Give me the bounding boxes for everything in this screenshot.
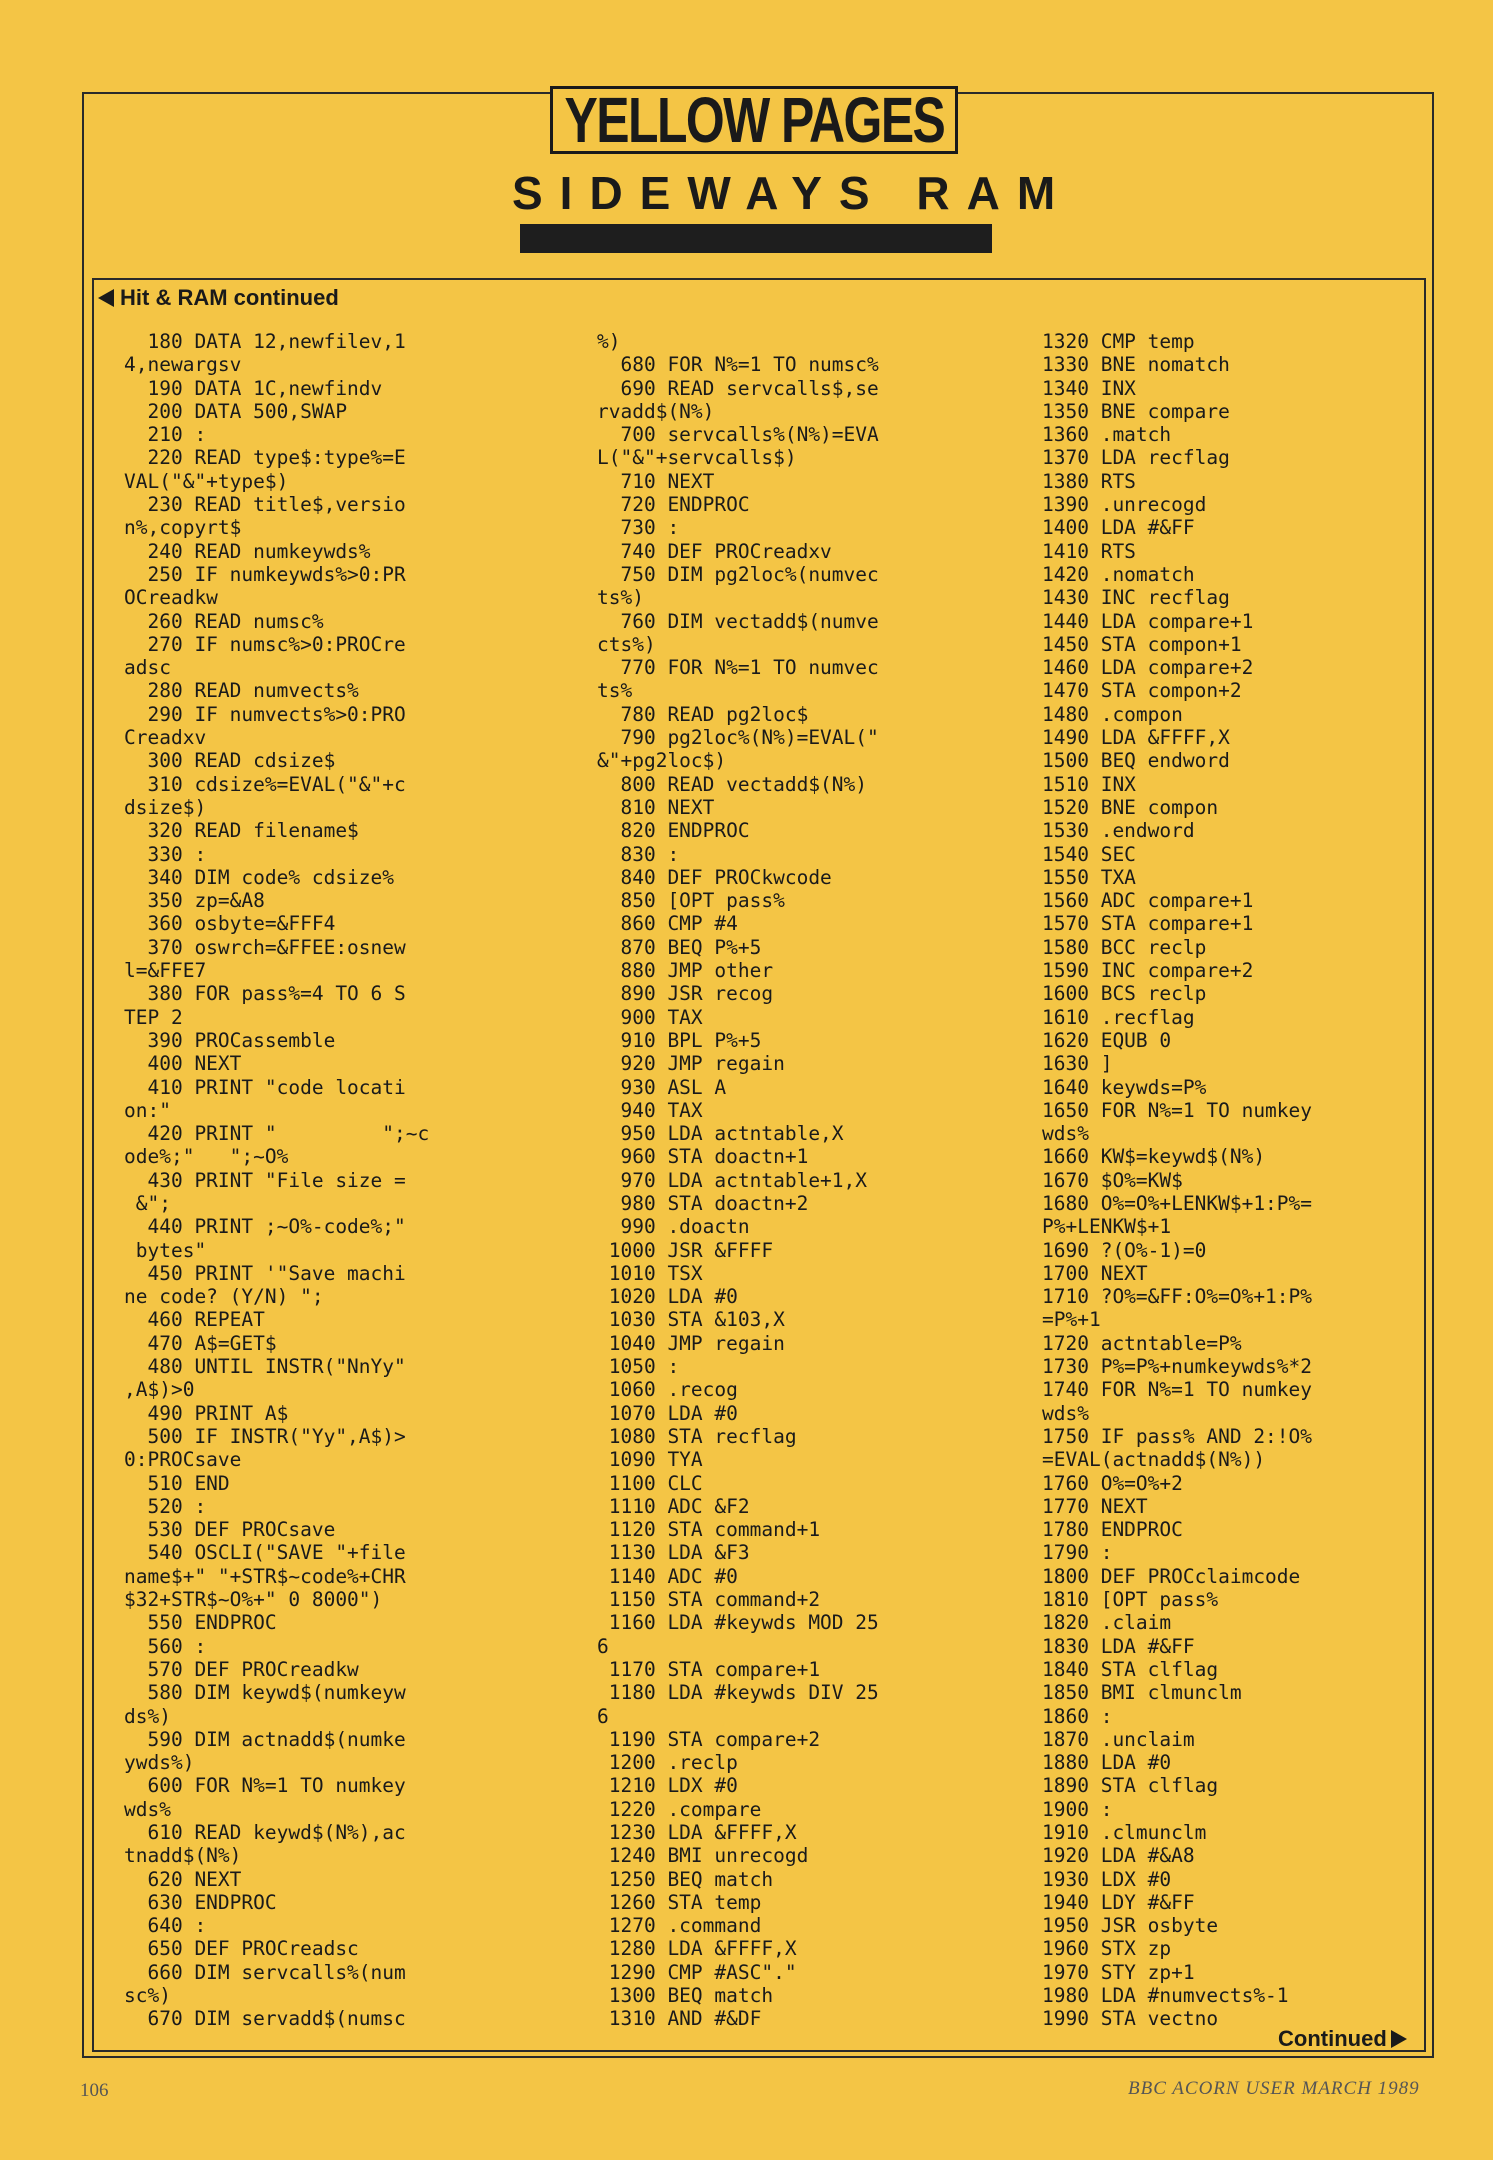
code-line: 1710 ?O%=&FF:O%=O%+1:P% xyxy=(1042,1285,1313,1309)
code-line: P%+LENKW$+1 xyxy=(1042,1215,1172,1239)
code-line: 1930 LDX #0 xyxy=(1042,1867,1172,1891)
code-line: 1090 TYA xyxy=(597,1448,703,1472)
code-line: 890 JSR recog xyxy=(597,982,774,1006)
code-line: 910 BPL P%+5 xyxy=(597,1028,762,1052)
code-line: 1520 BNE compon xyxy=(1042,795,1219,819)
code-line: %) xyxy=(597,330,621,353)
code-line: 950 LDA actntable,X xyxy=(597,1122,844,1146)
code-line: 1210 LDX #0 xyxy=(597,1774,738,1798)
code-line: 700 servcalls%(N%)=EVA xyxy=(597,423,879,447)
section-title: SIDEWAYS RAM xyxy=(512,167,1073,219)
code-line: 900 TAX xyxy=(597,1005,703,1029)
code-line: 530 DEF PROCsave xyxy=(124,1518,336,1542)
code-line: 1320 CMP temp xyxy=(1042,330,1195,353)
code-line: 740 DEF PROCreadxv xyxy=(597,539,832,563)
code-line: 1230 LDA &FFFF,X xyxy=(597,1821,797,1844)
code-line: 1700 NEXT xyxy=(1042,1261,1148,1285)
code-line: 460 REPEAT xyxy=(124,1308,265,1332)
code-line: 1720 actntable=P% xyxy=(1042,1331,1242,1355)
code-line: 1970 STY zp+1 xyxy=(1042,1960,1195,1984)
code-line: 1950 JSR osbyte xyxy=(1042,1914,1219,1938)
code-line: 810 NEXT xyxy=(597,795,715,819)
code-line: 1880 LDA #0 xyxy=(1042,1751,1172,1775)
code-line: 200 DATA 500,SWAP xyxy=(124,399,348,423)
listing-column-1 xyxy=(124,330,429,2031)
code-line: 770 FOR N%=1 TO numvec xyxy=(597,656,879,680)
code-line: 630 ENDPROC xyxy=(124,1890,277,1914)
code-line: OCreadkw xyxy=(124,586,218,610)
code-line: 1080 STA recflag xyxy=(597,1424,797,1448)
code-line: 240 READ numkeywds% xyxy=(124,539,371,563)
code-line: 340 DIM code% cdsize% xyxy=(124,865,395,889)
code-line: 1560 ADC compare+1 xyxy=(1042,889,1254,913)
code-line: name$+" "+STR$~code%+CHR xyxy=(124,1564,406,1588)
code-line: 870 BEQ P%+5 xyxy=(597,935,762,959)
code-line: 1330 BNE nomatch xyxy=(1042,353,1230,377)
code-line: bytes" xyxy=(124,1238,207,1262)
code-line: 1310 AND #&DF xyxy=(597,2007,762,2031)
code-line: 1070 LDA #0 xyxy=(597,1401,738,1425)
code-line: 650 DEF PROCreadsc xyxy=(124,1937,359,1961)
code-line: 1180 LDA #keywds DIV 25 xyxy=(597,1681,879,1705)
code-line: 1350 BNE compare xyxy=(1042,399,1230,423)
code-line: 0:PROCsave xyxy=(124,1448,242,1472)
code-line: 1590 INC compare+2 xyxy=(1042,959,1254,983)
code-line: 6 xyxy=(597,1704,609,1728)
code-line: 490 PRINT A$ xyxy=(124,1401,289,1425)
code-line: 1750 IF pass% AND 2:!O% xyxy=(1042,1424,1313,1448)
masthead-box xyxy=(550,86,958,154)
code-line: 710 NEXT xyxy=(597,469,715,493)
right-arrow-icon xyxy=(1391,2030,1407,2048)
code-line: 480 UNTIL INSTR("NnYy" xyxy=(124,1355,406,1379)
code-line: 1110 ADC &F2 xyxy=(597,1494,750,1518)
code-line: cts%) xyxy=(597,632,656,656)
code-line: tnadd$(N%) xyxy=(124,1844,242,1868)
code-line: 1360 .match xyxy=(1042,423,1172,447)
code-line: 940 TAX xyxy=(597,1098,703,1122)
code-line: 1910 .clmunclm xyxy=(1042,1821,1207,1844)
code-line: 1690 ?(O%-1)=0 xyxy=(1042,1238,1207,1262)
code-line: 1780 ENDPROC xyxy=(1042,1518,1183,1542)
code-line: 550 ENDPROC xyxy=(124,1611,277,1635)
code-line: 1270 .command xyxy=(597,1914,762,1938)
code-line: 1830 LDA #&FF xyxy=(1042,1634,1195,1658)
masthead-title: YELLOW PAGES xyxy=(564,84,944,156)
code-line: sc%) xyxy=(124,1984,171,2008)
code-line: 960 STA doactn+1 xyxy=(597,1145,809,1169)
code-line: 590 DIM actnadd$(numke xyxy=(124,1727,406,1751)
code-line: 570 DEF PROCreadkw xyxy=(124,1657,359,1681)
code-line: 1140 ADC #0 xyxy=(597,1564,738,1588)
code-line: 610 READ keywd$(N%),ac xyxy=(124,1821,406,1844)
code-line: 970 LDA actntable+1,X xyxy=(597,1168,868,1192)
code-line: 880 JMP other xyxy=(597,959,774,983)
code-line: 920 JMP regain xyxy=(597,1052,785,1076)
code-line: 1340 INX xyxy=(1042,376,1136,400)
code-line: 1810 [OPT pass% xyxy=(1042,1588,1219,1612)
code-line: 600 FOR N%=1 TO numkey xyxy=(124,1774,406,1798)
publication-credit xyxy=(1128,2078,1420,2100)
code-line: 280 READ numvects% xyxy=(124,679,359,703)
code-line: 1060 .recog xyxy=(597,1378,738,1402)
code-line: ode%;" ";~O% xyxy=(124,1145,289,1169)
code-line: 1370 LDA recflag xyxy=(1042,446,1230,470)
code-line: 190 DATA 1C,newfindv xyxy=(124,376,383,400)
code-line: 1790 : xyxy=(1042,1541,1113,1565)
code-line: 1850 BMI clmunclm xyxy=(1042,1681,1242,1705)
code-line: 440 PRINT ;~O%-code%;" xyxy=(124,1215,406,1239)
code-line: 990 .doactn xyxy=(597,1215,750,1239)
code-line: 800 READ vectadd$(N%) xyxy=(597,772,868,796)
code-line: 6 xyxy=(597,1634,609,1658)
code-line: 1490 LDA &FFFF,X xyxy=(1042,726,1230,750)
code-line: 1610 .recflag xyxy=(1042,1005,1195,1029)
code-line: 300 READ cdsize$ xyxy=(124,749,336,773)
code-line: wds% xyxy=(1042,1122,1089,1146)
code-line: 1430 INC recflag xyxy=(1042,586,1230,610)
code-line: 1730 P%=P%+numkeywds%*2 xyxy=(1042,1355,1313,1379)
code-line: 1280 LDA &FFFF,X xyxy=(597,1937,797,1961)
code-line: 1620 EQUB 0 xyxy=(1042,1028,1172,1052)
code-line: 1130 LDA &F3 xyxy=(597,1541,750,1565)
code-line: 380 FOR pass%=4 TO 6 S xyxy=(124,982,406,1006)
code-line: 1100 CLC xyxy=(597,1471,703,1495)
code-line: 860 CMP #4 xyxy=(597,912,738,936)
code-line: 730 : xyxy=(597,516,680,540)
listing-column-2 xyxy=(597,330,879,2031)
code-line: 390 PROCassemble xyxy=(124,1028,336,1052)
code-line: 620 NEXT xyxy=(124,1867,242,1891)
code-line: 370 oswrch=&FFEE:osnew xyxy=(124,935,406,959)
code-line: 1980 LDA #numvects%-1 xyxy=(1042,1984,1289,2008)
code-line: 780 READ pg2loc$ xyxy=(597,702,809,726)
code-line: 1260 STA temp xyxy=(597,1890,762,1914)
left-arrow-icon xyxy=(98,289,114,307)
code-line: 1920 LDA #&A8 xyxy=(1042,1844,1195,1868)
code-line: $32+STR$~O%+" 0 8000") xyxy=(124,1588,383,1612)
code-line: 1660 KW$=keywd$(N%) xyxy=(1042,1145,1266,1169)
code-line: 1890 STA clflag xyxy=(1042,1774,1219,1798)
code-line: 1860 : xyxy=(1042,1704,1113,1728)
code-line: 1770 NEXT xyxy=(1042,1494,1148,1518)
code-line: Creadxv xyxy=(124,726,207,750)
code-line: 1510 INX xyxy=(1042,772,1136,796)
code-line: 1840 STA clflag xyxy=(1042,1657,1219,1681)
code-line: =EVAL(actnadd$(N%)) xyxy=(1042,1448,1266,1472)
code-line: 1480 .compon xyxy=(1042,702,1183,726)
code-line: 830 : xyxy=(597,842,680,866)
code-line: ne code? (Y/N) "; xyxy=(124,1285,324,1309)
code-line: 320 READ filename$ xyxy=(124,819,359,843)
code-line: 1500 BEQ endword xyxy=(1042,749,1230,773)
continued-from-label xyxy=(98,285,339,311)
code-line: 520 : xyxy=(124,1494,207,1518)
code-line: 1400 LDA #&FF xyxy=(1042,516,1195,540)
code-line: 470 A$=GET$ xyxy=(124,1331,277,1355)
code-line: 1050 : xyxy=(597,1355,680,1379)
code-line: 1640 keywds=P% xyxy=(1042,1075,1207,1099)
code-line: 1390 .unrecogd xyxy=(1042,493,1207,517)
code-line: 250 IF numkeywds%>0:PR xyxy=(124,562,406,586)
code-line: ds%) xyxy=(124,1704,171,1728)
code-line: 1290 CMP #ASC"." xyxy=(597,1960,797,1984)
code-line: 350 zp=&A8 xyxy=(124,889,265,913)
code-line: 1530 .endword xyxy=(1042,819,1195,843)
code-line: 1960 STX zp xyxy=(1042,1937,1172,1961)
code-line: &"+pg2loc$) xyxy=(597,749,727,773)
page-number: 106 xyxy=(80,2080,109,2101)
code-line: 1760 O%=O%+2 xyxy=(1042,1471,1183,1495)
code-line: 450 PRINT '"Save machi xyxy=(124,1261,406,1285)
listing-column-3 xyxy=(1042,330,1312,2031)
code-line: 1460 LDA compare+2 xyxy=(1042,656,1254,680)
code-line: 1010 TSX xyxy=(597,1261,703,1285)
code-line: 1650 FOR N%=1 TO numkey xyxy=(1042,1098,1313,1122)
code-line: 1940 LDY #&FF xyxy=(1042,1890,1195,1914)
code-line: 1410 RTS xyxy=(1042,539,1136,563)
code-line: 1670 $O%=KW$ xyxy=(1042,1168,1183,1192)
code-line: 540 OSCLI("SAVE "+file xyxy=(124,1541,406,1565)
code-line: L("&"+servcalls$) xyxy=(597,446,797,470)
code-line: 1020 LDA #0 xyxy=(597,1285,738,1309)
publication-name: BBC ACORN USER MARCH 1989 xyxy=(1128,2078,1420,2099)
code-line: ,A$)>0 xyxy=(124,1378,195,1402)
code-line: 640 : xyxy=(124,1914,207,1938)
code-line: 270 IF numsc%>0:PROCre xyxy=(124,632,406,656)
code-line: 220 READ type$:type%=E xyxy=(124,446,406,470)
code-line: 1240 BMI unrecogd xyxy=(597,1844,809,1868)
code-line: 420 PRINT " ";~c xyxy=(124,1122,430,1146)
code-line: on:" xyxy=(124,1098,171,1122)
code-line: 1550 TXA xyxy=(1042,865,1136,889)
code-line: 1990 STA vectno xyxy=(1042,2007,1219,2031)
code-line: 330 : xyxy=(124,842,207,866)
code-line: 1250 BEQ match xyxy=(597,1867,774,1891)
code-line: 760 DIM vectadd$(numve xyxy=(597,609,879,633)
code-line: 4,newargsv xyxy=(124,353,242,377)
code-line: adsc xyxy=(124,656,171,680)
code-line: rvadd$(N%) xyxy=(597,399,715,423)
code-line: 1420 .nomatch xyxy=(1042,562,1195,586)
code-line: 980 STA doactn+2 xyxy=(597,1191,809,1215)
code-line: 1190 STA compare+2 xyxy=(597,1727,821,1751)
code-line: 1540 SEC xyxy=(1042,842,1136,866)
continued-next-label xyxy=(1278,2026,1407,2052)
code-line: 820 ENDPROC xyxy=(597,819,750,843)
code-line: 560 : xyxy=(124,1634,207,1658)
code-line: VAL("&"+type$) xyxy=(124,469,289,493)
code-line: 1680 O%=O%+LENKW$+1:P%= xyxy=(1042,1191,1313,1215)
code-line: 500 IF INSTR("Yy",A$)> xyxy=(124,1424,406,1448)
code-line: 1300 BEQ match xyxy=(597,1984,774,2008)
code-line: &"; xyxy=(124,1191,171,1215)
code-line: wds% xyxy=(124,1797,171,1821)
code-line: 1630 ] xyxy=(1042,1052,1113,1076)
code-line: 1440 LDA compare+1 xyxy=(1042,609,1254,633)
code-line: 1580 BCC reclp xyxy=(1042,935,1207,959)
code-line: 660 DIM servcalls%(num xyxy=(124,1960,406,1984)
code-line: 210 : xyxy=(124,423,207,447)
code-line: 400 NEXT xyxy=(124,1052,242,1076)
code-line: 1000 JSR &FFFF xyxy=(597,1238,774,1262)
code-line: 1870 .unclaim xyxy=(1042,1727,1195,1751)
code-line: 510 END xyxy=(124,1471,230,1495)
code-line: 690 READ servcalls$,se xyxy=(597,376,879,400)
code-line: 180 DATA 12,newfilev,1 xyxy=(124,330,406,353)
continued-from-text: Hit & RAM continued xyxy=(120,285,339,310)
code-line: 1160 LDA #keywds MOD 25 xyxy=(597,1611,879,1635)
code-line: 1150 STA command+2 xyxy=(597,1588,821,1612)
code-line: ywds%) xyxy=(124,1751,195,1775)
code-line: 1170 STA compare+1 xyxy=(597,1657,821,1681)
code-line: 790 pg2loc%(N%)=EVAL(" xyxy=(597,726,879,750)
code-line: 580 DIM keywd$(numkeyw xyxy=(124,1681,406,1705)
code-line: 850 [OPT pass% xyxy=(597,889,785,913)
code-line: 1470 STA compon+2 xyxy=(1042,679,1242,703)
code-line: 840 DEF PROCkwcode xyxy=(597,865,832,889)
code-line: 230 READ title$,versio xyxy=(124,493,406,517)
code-line: 310 cdsize%=EVAL("&"+c xyxy=(124,772,406,796)
code-line: 720 ENDPROC xyxy=(597,493,750,517)
title-underline-bar xyxy=(520,224,992,253)
code-line: n%,copyrt$ xyxy=(124,516,242,540)
code-line: TEP 2 xyxy=(124,1005,183,1029)
code-line: 680 FOR N%=1 TO numsc% xyxy=(597,353,879,377)
code-line: 1450 STA compon+1 xyxy=(1042,632,1242,656)
code-line: wds% xyxy=(1042,1401,1089,1425)
code-line: ts%) xyxy=(597,586,644,610)
code-line: 1740 FOR N%=1 TO numkey xyxy=(1042,1378,1313,1402)
code-line: 1040 JMP regain xyxy=(597,1331,785,1355)
code-line: 1220 .compare xyxy=(597,1797,762,1821)
code-line: =P%+1 xyxy=(1042,1308,1101,1332)
code-line: 290 IF numvects%>0:PRO xyxy=(124,702,406,726)
code-line: 1030 STA &103,X xyxy=(597,1308,785,1332)
code-line: 410 PRINT "code locati xyxy=(124,1075,406,1099)
code-line: 430 PRINT "File size = xyxy=(124,1168,406,1192)
code-line: 1200 .reclp xyxy=(597,1751,738,1775)
code-line: ts% xyxy=(597,679,633,703)
code-line: 1600 BCS reclp xyxy=(1042,982,1207,1006)
code-line: 260 READ numsc% xyxy=(124,609,324,633)
continued-next-text: Continued xyxy=(1278,2026,1387,2051)
code-line: 1380 RTS xyxy=(1042,469,1136,493)
code-line: 670 DIM servadd$(numsc xyxy=(124,2007,406,2031)
code-line: 750 DIM pg2loc%(numvec xyxy=(597,562,879,586)
code-line: 1900 : xyxy=(1042,1797,1113,1821)
code-line: 360 osbyte=&FFF4 xyxy=(124,912,336,936)
code-line: 1820 .claim xyxy=(1042,1611,1172,1635)
code-line: 1120 STA command+1 xyxy=(597,1518,821,1542)
code-line: 1800 DEF PROCclaimcode xyxy=(1042,1564,1301,1588)
code-line: dsize$) xyxy=(124,795,207,819)
code-line: l=&FFE7 xyxy=(124,959,207,983)
code-line: 930 ASL A xyxy=(597,1075,727,1099)
code-line: 1570 STA compare+1 xyxy=(1042,912,1254,936)
